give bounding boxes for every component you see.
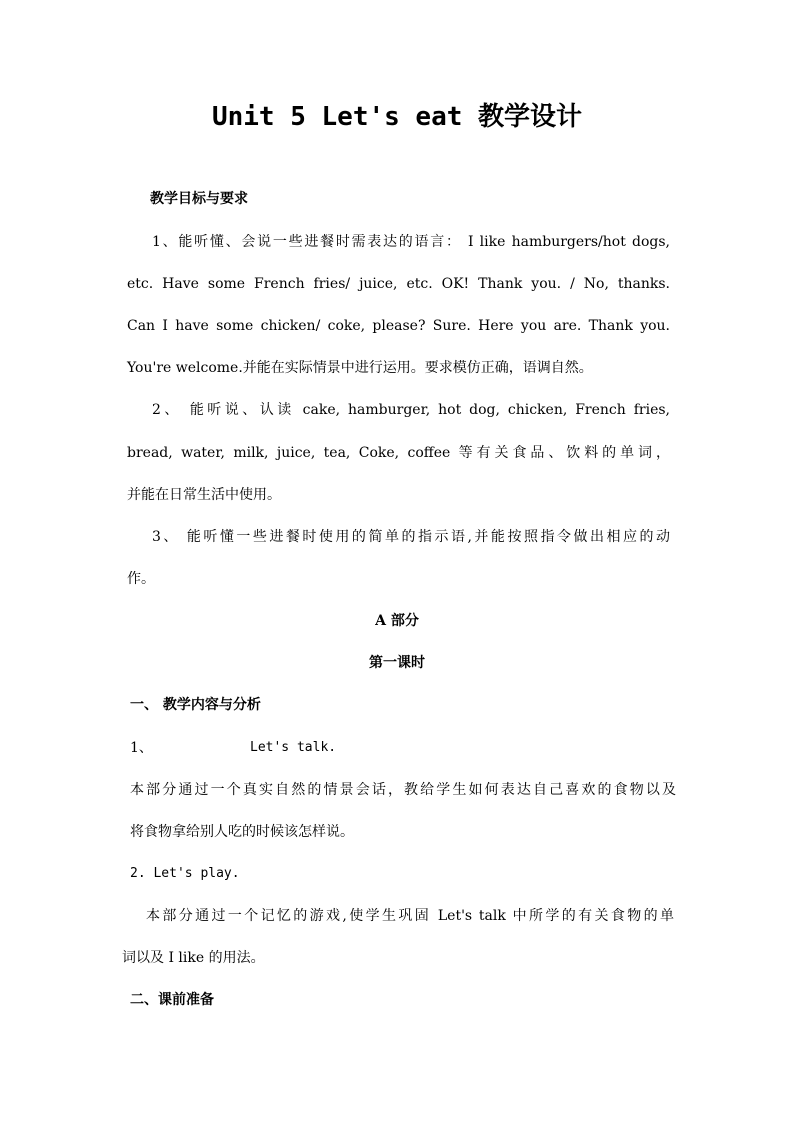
document-title: Unit 5 Let's eat 教学设计 bbox=[211, 102, 583, 132]
section1-heading: 一、 教学内容与分析 bbox=[130, 697, 261, 713]
objective1-line3: Can I have some chicken/ coke, please? Sure. Here you are. Thank you. bbox=[127, 318, 670, 334]
objectives-heading: 教学目标与要求 bbox=[150, 191, 248, 207]
item2-label: 2. Let's play. bbox=[130, 866, 240, 881]
objective1-line2: etc. Have some French fries/ juice, etc. OK! Thank you. / No, thanks. bbox=[127, 276, 670, 292]
objective3-line1: 3、 能听懂一些进餐时使用的简单的指示语,并能按照指令做出相应的动 bbox=[152, 529, 670, 545]
objective3-line2: 作。 bbox=[127, 571, 155, 587]
objective2-line3: 并能在日常生活中使用。 bbox=[127, 487, 281, 503]
item1-label: Let's talk. bbox=[250, 740, 337, 755]
item1-desc-line1: 本部分通过一个真实自然的情景会话，教给学生如何表达自己喜欢的食物以及 bbox=[130, 782, 676, 798]
lesson-heading: 第一课时 bbox=[369, 655, 425, 671]
part-heading: A 部分 bbox=[375, 613, 419, 629]
objective1-line4: You're welcome.并能在实际情景中进行运用。要求模仿正确，语调自然。 bbox=[127, 360, 593, 376]
objective2-line1: 2、 能听说、认读 cake, hamburger, hot dog, chicken, French fries, bbox=[152, 402, 670, 418]
item1-number: 1、 bbox=[130, 740, 153, 756]
objective2-line2: bread, water, milk, juice, tea, Coke, coffee 等有关食品、饮料的单词， bbox=[127, 445, 670, 461]
item1-desc-line2: 将食物拿给别人吃的时候该怎样说。 bbox=[130, 824, 354, 840]
objective1-line1: 1、能听懂、会说一些进餐时需表达的语言： I like hamburgers/hot dogs, bbox=[152, 234, 670, 250]
item2-desc-line2: 词以及 I like 的用法。 bbox=[122, 950, 265, 966]
item2-desc-line1: 本部分通过一个记忆的游戏,使学生巩固 Let's talk 中所学的有关食物的单 bbox=[146, 908, 674, 924]
section2-heading: 二、课前准备 bbox=[130, 992, 214, 1008]
